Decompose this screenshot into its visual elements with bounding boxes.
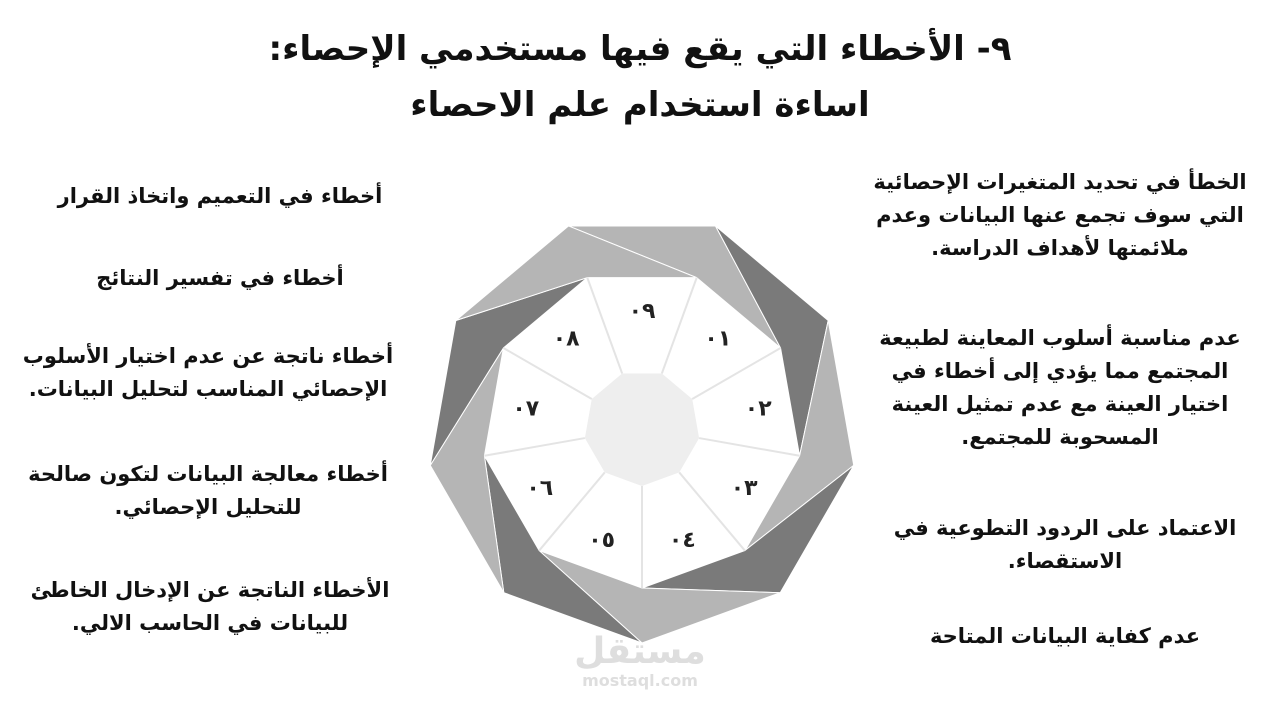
segment-number: ٠٥ bbox=[588, 527, 616, 553]
item-line: الأخطاء الناتجة عن الإدخال الخاطئ bbox=[30, 578, 390, 602]
item-line: الاستقصاء. bbox=[1007, 549, 1123, 573]
nonagon-diagram bbox=[422, 208, 862, 648]
item-line: المسحوبة للمجتمع. bbox=[961, 425, 1159, 449]
item-line: للبيانات في الحاسب الالي. bbox=[71, 611, 349, 635]
segment-number: ٠١ bbox=[704, 326, 732, 352]
segment-number: ٠٩ bbox=[628, 299, 656, 324]
right-item-3 bbox=[880, 512, 1250, 578]
left-item-3 bbox=[8, 340, 408, 406]
watermark-logo: مستقل bbox=[574, 631, 706, 672]
right-item-2 bbox=[860, 322, 1260, 454]
page-subtitle: اساءة استخدام علم الاحصاء bbox=[410, 85, 870, 125]
left-item-5 bbox=[10, 574, 410, 640]
segment-number: ٠٦ bbox=[526, 476, 554, 501]
item-line: أخطاء في التعميم واتخاذ القرار bbox=[57, 184, 383, 208]
item-line: الخطأ في تحديد المتغيرات الإحصائية bbox=[873, 170, 1247, 194]
item-line: التي سوف تجمع عنها البيانات وعدم bbox=[876, 203, 1244, 227]
watermark-url: mostaql.com bbox=[582, 671, 698, 690]
item-line: اختيار العينة مع عدم تمثيل العينة bbox=[891, 392, 1229, 416]
item-line: الاعتماد على الردود التطوعية في bbox=[893, 516, 1237, 540]
segment-number: ٠٤ bbox=[668, 527, 696, 553]
item-line: أخطاء معالجة البيانات لتكون صالحة bbox=[28, 462, 388, 486]
item-line: عدم كفاية البيانات المتاحة bbox=[929, 624, 1201, 648]
item-line: عدم مناسبة أسلوب المعاينة لطبيعة bbox=[879, 326, 1241, 350]
item-line: للتحليل الإحصائي. bbox=[114, 495, 302, 519]
item-line: أخطاء ناتجة عن عدم اختيار الأسلوب bbox=[22, 344, 394, 368]
page-title: ٩- الأخطاء التي يقع فيها مستخدمي الإحصاء: bbox=[268, 29, 1012, 69]
segment-number: ٠٢ bbox=[744, 396, 772, 422]
item-line: المجتمع مما يؤدي إلى أخطاء في bbox=[891, 359, 1229, 383]
segment-number: ٠٨ bbox=[552, 326, 580, 352]
item-line: ملائمتها لأهداف الدراسة. bbox=[931, 236, 1189, 260]
item-line: أخطاء في تفسير النتائج bbox=[96, 266, 344, 290]
watermark bbox=[560, 632, 720, 690]
left-item-4 bbox=[8, 458, 408, 524]
segment-number: ٠٣ bbox=[730, 476, 758, 501]
left-item-1 bbox=[20, 180, 420, 213]
left-item-2 bbox=[20, 262, 420, 295]
item-line: الإحصائي المناسب لتحليل البيانات. bbox=[28, 377, 388, 401]
right-item-1 bbox=[870, 166, 1250, 265]
segment-number: ٠٧ bbox=[512, 396, 540, 422]
right-item-4 bbox=[880, 620, 1250, 653]
